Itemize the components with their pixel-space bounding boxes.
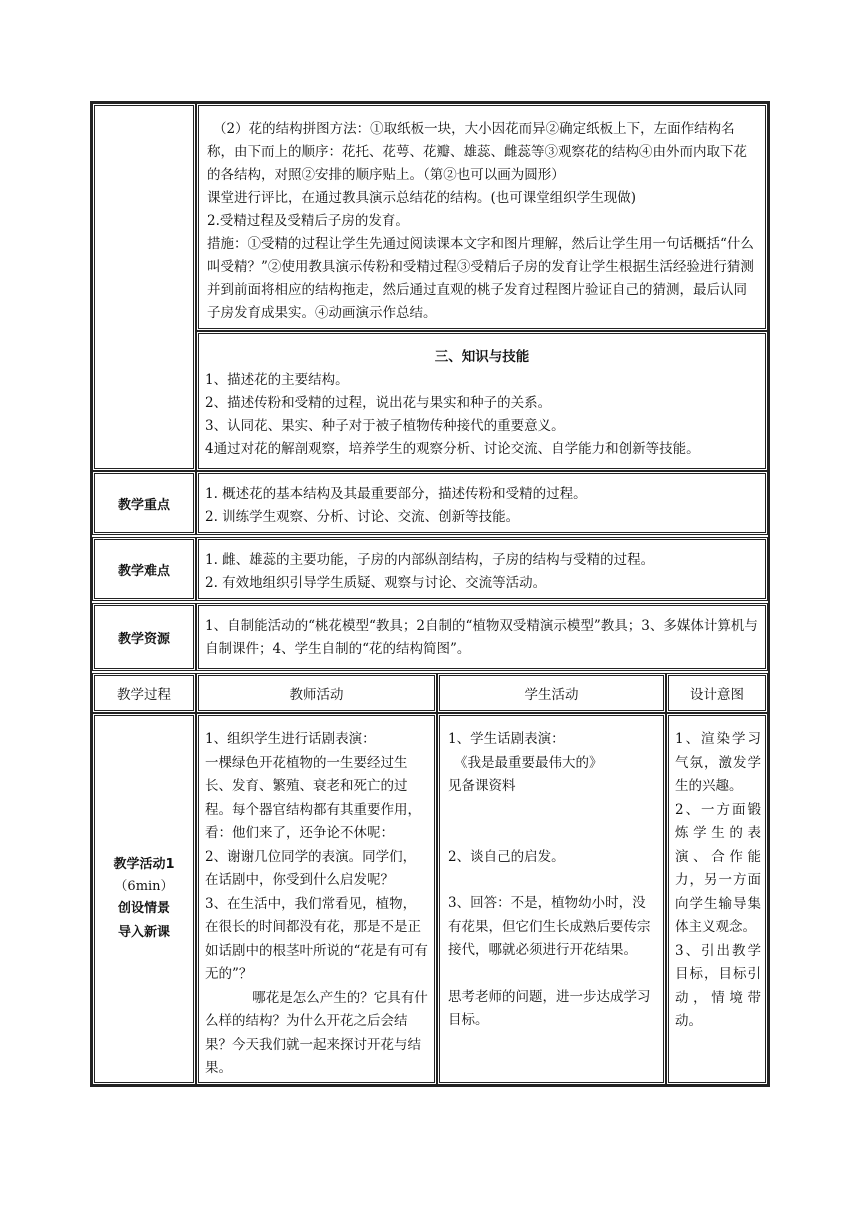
intent-line-2: 2、一方面锻炼学生的表演、合作能力，另一方面向学生输导集体主义观念。 <box>675 801 761 935</box>
knowledge-line-1: 1、描述花的主要结构。 <box>205 372 349 388</box>
teacher-line-1: 1、组织学生进行话剧表演： <box>205 731 376 747</box>
method-line-2: 课堂进行评比，在通过教具演示总结花的结构。(也可课堂组织学生现做) <box>207 190 637 206</box>
difficulties-label: 教学难点 <box>94 539 194 599</box>
key-points-label: 教学重点 <box>94 473 194 533</box>
activity1-label <box>94 715 194 1083</box>
key-points-content <box>198 473 766 533</box>
intent-line-3: 3、引出教学目标，目标引动，情境带动。 <box>675 942 761 1029</box>
student-line-3: 见备课资料 <box>448 778 516 794</box>
header-student-activity: 学生活动 <box>439 675 664 711</box>
header-process: 教学过程 <box>94 675 194 711</box>
key-point-2: 2. 训练学生观察、分析、讨论、交流、创新等技能。 <box>205 509 520 525</box>
student-line-4: 2、谈自己的启发。 <box>448 848 565 865</box>
resources-content <box>198 605 766 669</box>
activity1-duration: （6min） <box>114 879 174 894</box>
key-point-1: 1. 概述花的基本结构及其最重要部分，描述传粉和受精的过程。 <box>205 486 587 502</box>
student-line-1: 1、学生话剧表演： <box>448 731 565 747</box>
intent-line-1: 1、渲染学习气氛，激发学生的兴趣。 <box>675 731 761 794</box>
difficulty-1: 1. 雌、雄蕊的主要功能，子房的内部纵剖结构，子房的结构与受精的过程。 <box>205 552 655 568</box>
teacher-line-2: 一棵绿色开花植物的一生要经过生长、发育、繁殖、衰老和死亡的过程。每个器官结构都有其重要作用，看：他们来了，还争论不休呢： <box>205 754 421 841</box>
teacher-line-5: 哪花是怎么产生的？它具有什么样的结构？为什么开花之后会结果？今天我们就一起来探讨开花与结果。 <box>205 989 428 1076</box>
difficulty-2: 2. 有效地组织引导学生质疑、观察与讨论、交流等活动。 <box>205 575 547 591</box>
knowledge-skills-section <box>198 333 766 469</box>
header-design-intent: 设计意图 <box>668 675 766 711</box>
blank-label-cell <box>94 105 194 469</box>
method-line-3: 2.受精过程及受精后子房的发育。 <box>207 213 409 229</box>
student-line-2: 《我是最重要最伟大的》 <box>454 754 603 771</box>
header-teacher-activity: 教师活动 <box>198 675 435 711</box>
difficulties-content <box>198 539 766 599</box>
student-line-6: 思考老师的问题，进一步达成学习目标。 <box>448 988 651 1028</box>
activity1-title: 教学活动1 <box>113 857 175 872</box>
knowledge-skills-title: 三、知识与技能 <box>434 349 530 365</box>
teacher-line-3: 2、谢谢几位同学的表演。同学们，在话剧中，你受到什么启发呢？ <box>205 848 417 888</box>
method-section <box>198 105 766 329</box>
knowledge-line-2: 2、描述传粉和受精的过程，说出花与果实和种子的关系。 <box>205 395 552 411</box>
activity1-subtitle-2: 导入新课 <box>117 925 170 940</box>
resources-text: 1、自制能活动的“桃花模型“教具；2自制的“植物双受精演示模型”教具；3、多媒体计算机与自制课件；4、学生自制的“花的结构简图”。 <box>205 618 758 657</box>
resources-label: 教学资源 <box>94 605 194 669</box>
method-line-1: （2）花的结构拼图方法：①取纸板一块，大小因花而异②确定纸板上下，左面作结构名称，由下而上的顺序：花托、花萼、花瓣、雄蕊、雌蕊等③观察花的结构④由外而内取下花的各结构，对照②安排的顺序贴上。（第②也可以画为圆形） <box>207 121 747 183</box>
knowledge-line-3: 3、认同花、果实、种子对于被子植物传种接代的重要意义。 <box>205 418 565 434</box>
method-line-4: 措施：①受精的过程让学生先通过阅读课本文字和图片理解，然后让学生用一句话概括“什么叫受精？”②使用教具演示传粉和受精过程③受精后子房的发育让学生根据生活经验进行猜测并到前面将相应的结构拖走，然后通过直观的桃子发育过程图片验证自己的猜测，最后认同子房发育成果实。④动画演示作总结。 <box>207 236 754 321</box>
activity1-student <box>439 715 664 1083</box>
activity1-teacher <box>198 715 435 1083</box>
knowledge-line-4: 4通过对花的解剖观察，培养学生的观察分析、讨论交流、自学能力和创新等技能。 <box>205 441 700 457</box>
activity1-intent <box>668 715 766 1083</box>
student-line-5: 3、回答：不是，植物幼小时，没有花果，但它们生长成熟后要传宗接代，哪就必须进行开花结果。 <box>448 895 651 958</box>
teacher-line-4: 3、在生活中，我们常看见，植物，在很长的时间都没有花，那是不是正如话剧中的根茎叶所说的“花是有可有无的”？ <box>205 895 428 982</box>
activity1-subtitle-1: 创设情景 <box>117 901 170 916</box>
